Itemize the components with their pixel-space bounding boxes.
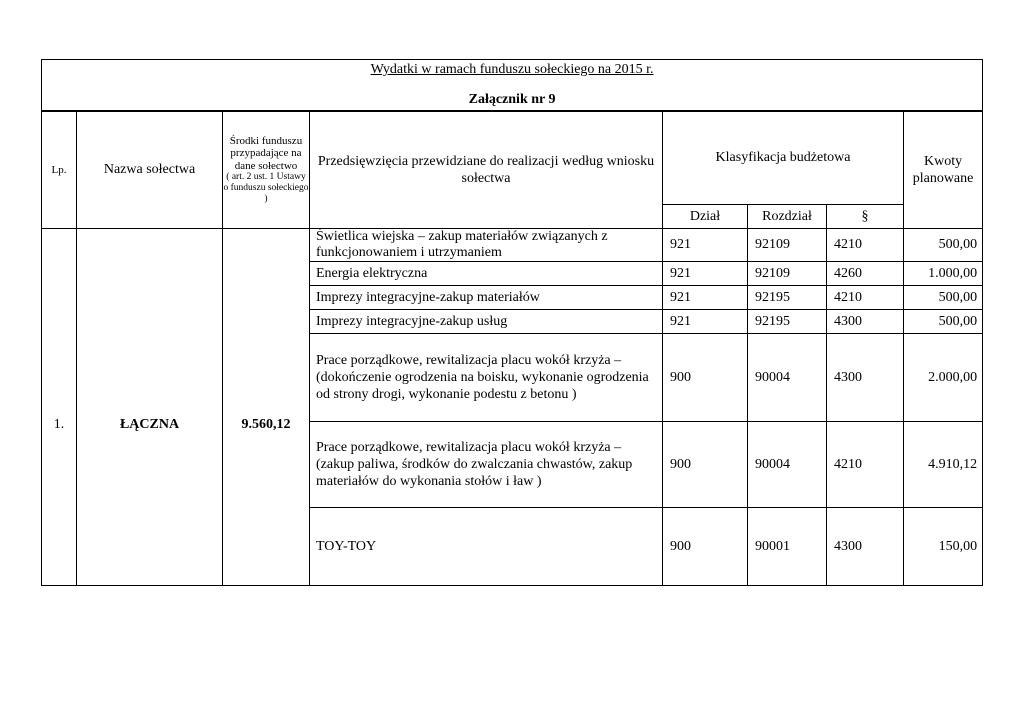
row-amount: 500,00 (904, 310, 983, 334)
row-description: Świetlica wiejska – zakup materiałów związanych z funkcjonowaniem i utrzymaniem (310, 229, 663, 262)
row-paragraph: 4210 (827, 422, 904, 508)
header-dzial: Dział (663, 205, 748, 229)
row-dzial: 900 (663, 508, 748, 586)
row-rozdzial: 92109 (748, 229, 827, 262)
header-description: Przedsięwzięcia przewidziane do realizacji według wniosku sołectwa (310, 111, 663, 229)
table-row (42, 229, 983, 262)
row-amount: 150,00 (904, 508, 983, 586)
header-funds-note: ( art. 2 ust. 1 Ustawy o funduszu sołeckiego ) (223, 172, 309, 204)
row-amount: 1.000,00 (904, 262, 983, 286)
expenses-table (41, 59, 983, 586)
row-paragraph: 4300 (827, 334, 904, 422)
row-rozdzial: 92109 (748, 262, 827, 286)
row-amount: 2.000,00 (904, 334, 983, 422)
row-dzial: 921 (663, 229, 748, 262)
row-description: Imprezy integracyjne-zakup usług (310, 310, 663, 334)
village-name: ŁĄCZNA (77, 229, 223, 586)
row-dzial: 900 (663, 334, 748, 422)
header-classification: Klasyfikacja budżetowa (663, 111, 904, 205)
header-funds-main: Środki funduszu przypadające na dane sołectwo (229, 134, 303, 172)
row-rozdzial: 90004 (748, 422, 827, 508)
document-title: Wydatki w ramach funduszu sołeckiego na 2015 r. (370, 62, 654, 77)
title-cell (42, 60, 983, 111)
row-amount: 500,00 (904, 286, 983, 310)
row-rozdzial: 92195 (748, 310, 827, 334)
header-paragraph: § (827, 205, 904, 229)
row-description: Energia elektryczna (310, 262, 663, 286)
header-rozdzial: Rozdział (748, 205, 827, 229)
village-lp: 1. (42, 229, 77, 586)
header-lp: Lp. (42, 111, 77, 229)
row-rozdzial: 92195 (748, 286, 827, 310)
row-dzial: 921 (663, 286, 748, 310)
header-funds (223, 111, 310, 229)
row-rozdzial: 90001 (748, 508, 827, 586)
row-paragraph: 4210 (827, 229, 904, 262)
document-subtitle: Załącznik nr 9 (468, 92, 556, 107)
row-dzial: 921 (663, 310, 748, 334)
row-description: Prace porządkowe, rewitalizacja placu wokół krzyża – (dokończenie ogrodzenia na boisku, wykonanie ogrodzenia od strony drogi, wykonanie podestu z betonu ) (310, 334, 663, 422)
row-amount: 4.910,12 (904, 422, 983, 508)
row-paragraph: 4300 (827, 508, 904, 586)
row-paragraph: 4210 (827, 286, 904, 310)
header-name: Nazwa sołectwa (77, 111, 223, 229)
row-dzial: 921 (663, 262, 748, 286)
row-rozdzial: 90004 (748, 334, 827, 422)
row-amount: 500,00 (904, 229, 983, 262)
row-description: Prace porządkowe, rewitalizacja placu wokół krzyża – (zakup paliwa, środków do zwalczania chwastów, zakup materiałów do wykonania stołów i ław ) (310, 422, 663, 508)
header-amounts: Kwoty planowane (904, 111, 983, 229)
row-description: Imprezy integracyjne-zakup materiałów (310, 286, 663, 310)
village-funds: 9.560,12 (223, 229, 310, 586)
row-dzial: 900 (663, 422, 748, 508)
row-paragraph: 4300 (827, 310, 904, 334)
row-paragraph: 4260 (827, 262, 904, 286)
row-description: TOY-TOY (310, 508, 663, 586)
